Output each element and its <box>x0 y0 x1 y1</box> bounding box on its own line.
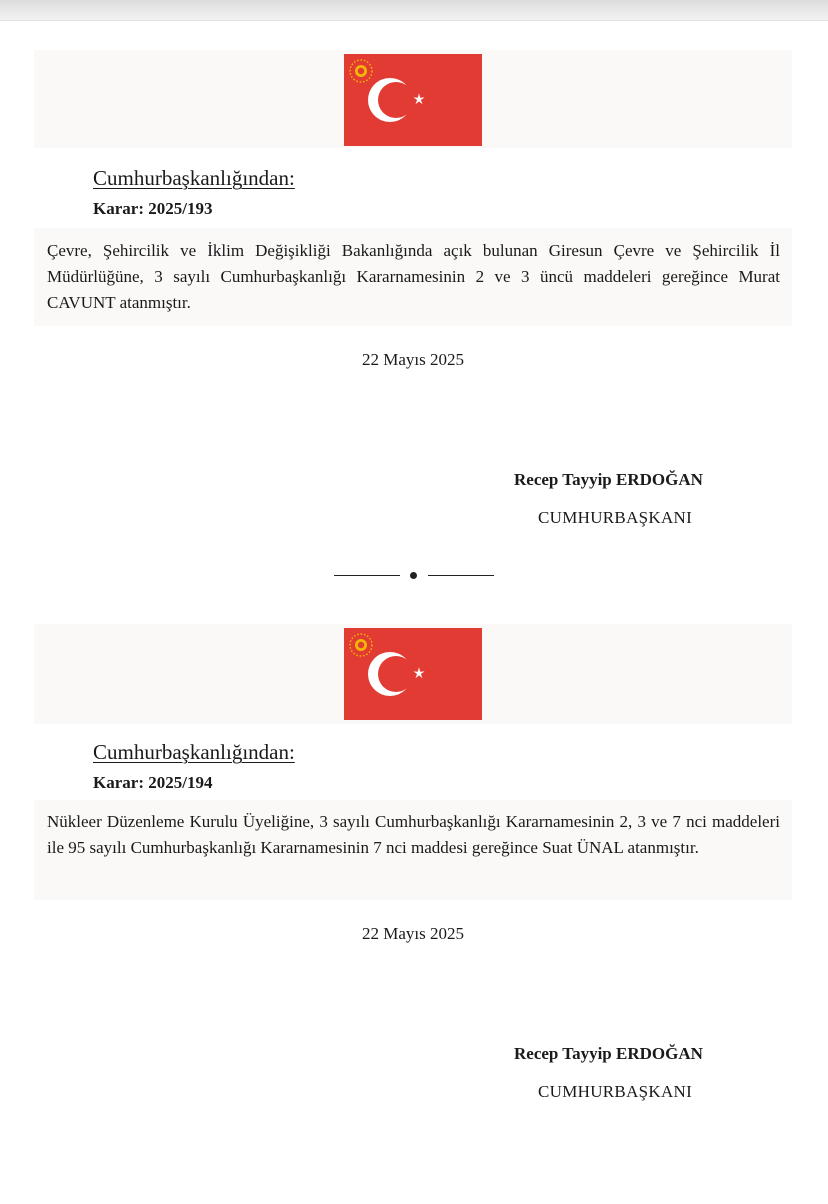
separator-dot <box>410 572 417 579</box>
decision-heading: Cumhurbaşkanlığından: <box>93 740 295 764</box>
separator-dot-icon <box>334 566 494 582</box>
decision-date: 22 Mayıs 2025 <box>362 350 464 369</box>
document-page <box>0 20 828 1204</box>
signatory-name: Recep Tayyip ERDOĞAN <box>514 470 703 489</box>
decision-number: Karar: 2025/193 <box>93 199 213 218</box>
turkish-flag-icon <box>344 54 482 146</box>
decision-number: Karar: 2025/194 <box>93 773 213 792</box>
signatory-name: Recep Tayyip ERDOĞAN <box>514 1044 703 1063</box>
decision-body: Nükleer Düzenleme Kurulu Üyeliğine, 3 sayılı Cumhurbaşkanlığı Kararnamesinin 2, 3 ve 7 nci maddeleri ile 95 sayılı Cumhurbaşkanlığı Kararnamesinin 7 nci maddesi gereğince Suat ÜNAL atanmıştır. <box>47 812 780 857</box>
decision-date: 22 Mayıs 2025 <box>362 924 464 943</box>
signatory-title: CUMHURBAŞKANI <box>538 1082 693 1101</box>
presidential-seal-icon <box>350 60 372 82</box>
top-shadow <box>0 0 828 22</box>
separator-line-right <box>428 575 494 576</box>
separator-line-left <box>334 575 400 576</box>
presidential-seal-icon <box>350 634 372 656</box>
decision-body: Çevre, Şehircilik ve İklim Değişikliği Bakanlığında açık bulunan Giresun Çevre ve Şehircilik İl Müdürlüğüne, 3 sayılı Cumhurbaşkanlığı Kararnamesinin 2 ve 3 üncü maddeleri gereğince Murat CAVUNT atanmıştır. <box>47 241 780 312</box>
signatory-title: CUMHURBAŞKANI <box>538 508 693 527</box>
turkish-flag-icon <box>344 628 482 720</box>
decision-heading: Cumhurbaşkanlığından: <box>93 166 295 190</box>
